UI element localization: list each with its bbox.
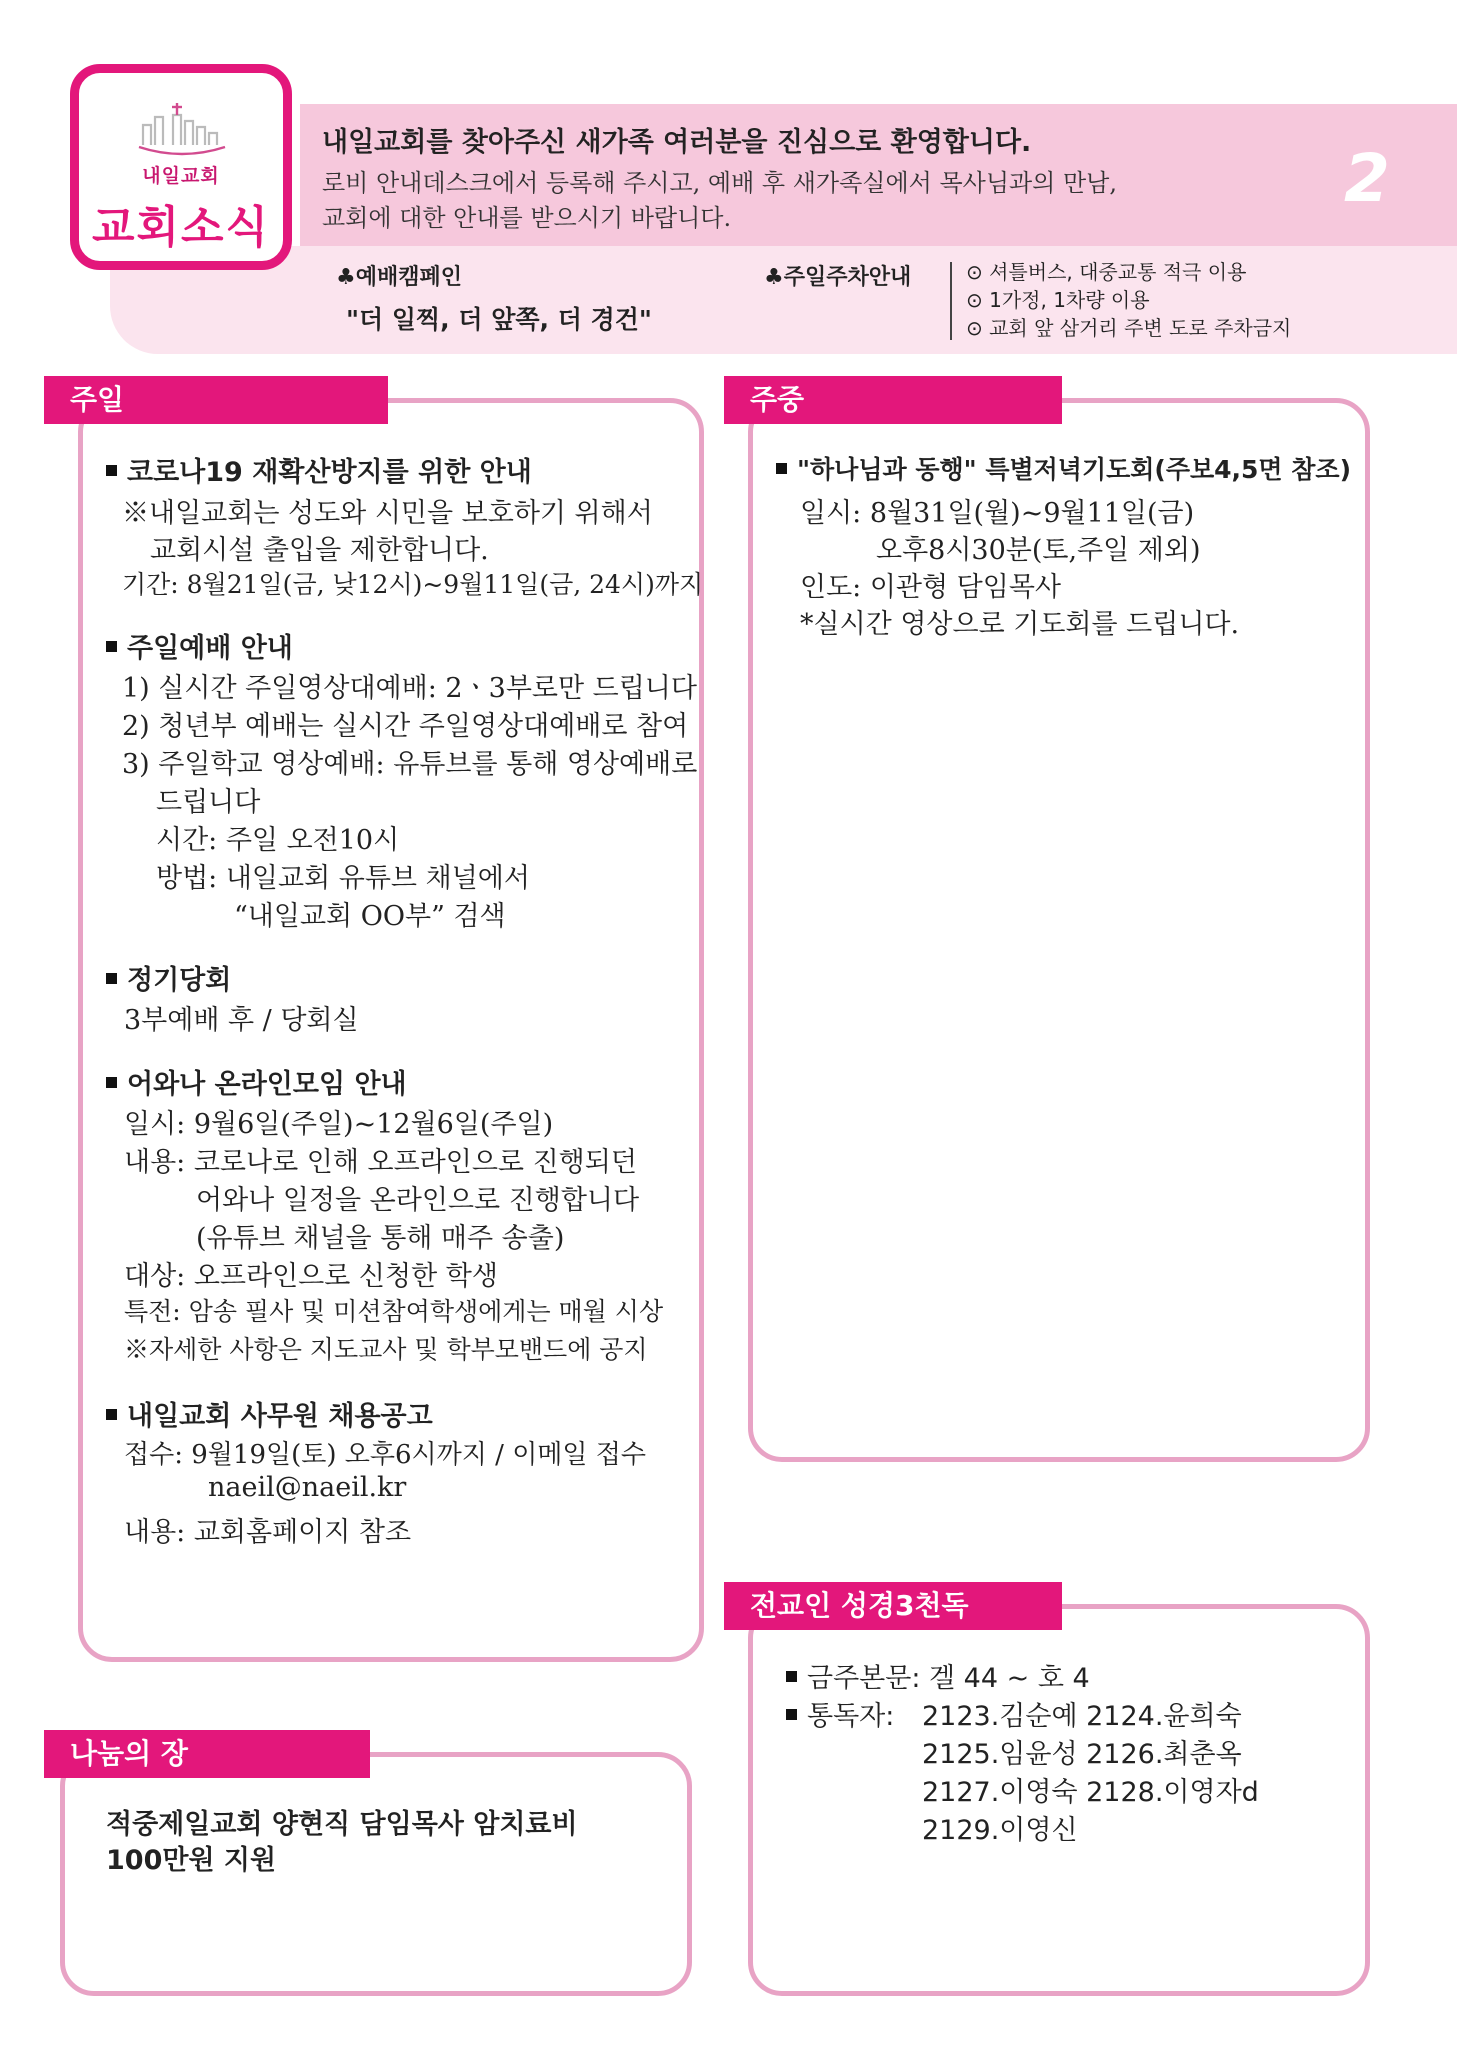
text-line: 오후8시30분(토,주일 제외): [876, 535, 1201, 566]
text-line: 교회시설 출입을 제한합니다.: [150, 535, 489, 566]
divider: [950, 262, 952, 340]
bullet-icon: [106, 1409, 117, 1420]
text-line: 100만원 지원: [106, 1845, 277, 1876]
bullet-icon: [786, 1709, 797, 1720]
page-title: 교회소식: [91, 202, 270, 253]
page-number: 2: [1344, 140, 1390, 217]
text-line: *실시간 영상으로 기도회를 드립니다.: [800, 609, 1240, 640]
parking-item: ⊙ 1가정, 1차량 이용: [966, 288, 1150, 312]
text-line: 2) 청년부 예배는 실시간 주일영상대예배로 참여: [122, 711, 689, 742]
bible-passage: 금주본문: 겔 44 ~ 호 4: [786, 1656, 1090, 1695]
tab-sharing: 나눔의 장: [44, 1730, 370, 1778]
parking-label: ♣주일주차안내: [764, 265, 912, 290]
text-line: 드립니다: [156, 787, 261, 818]
email-text: naeil@naeil.kr: [208, 1472, 407, 1503]
text-line: 내용: 교회홈페이지 참조: [124, 1517, 412, 1548]
text-line: 1) 실시간 주일영상대예배: 2ㆍ3부로만 드립니다: [122, 673, 697, 704]
welcome-line: 로비 안내데스크에서 등록해 주시고, 예배 후 새가족실에서 목사님과의 만남,: [322, 169, 1117, 197]
text-line: ※내일교회는 성도와 시민을 보호하기 위해서: [122, 498, 653, 529]
text-line: 3) 주일학교 영상예배: 유튜브를 통해 영상예배로: [122, 749, 698, 780]
welcome-title: 내일교회를 찾아주신 새가족 여러분을 진심으로 환영합니다.: [322, 127, 1032, 158]
reader-line: 2123.김순예 2124.윤희숙: [922, 1701, 1242, 1732]
bullet-icon: [776, 463, 787, 474]
tab-weekday: 주중: [724, 376, 1062, 424]
text-line: 시간: 주일 오전10시: [156, 825, 400, 856]
church-logo-icon: [137, 101, 227, 157]
bullet-icon: [106, 1077, 117, 1088]
logo-church-name: 내일교회: [142, 165, 220, 187]
parking-list: [966, 258, 1291, 342]
text-line: 접수: 9월19일(토) 오후6시까지 / 이메일 접수: [124, 1440, 647, 1470]
text-line: 일시: 8월31일(월)~9월11일(금): [800, 498, 1195, 529]
campaign-label: ♣예배캠페인: [336, 265, 462, 290]
parking-item: ⊙ 교회 앞 삼거리 주변 도로 주차금지: [966, 316, 1292, 340]
text-line: 어와나 일정을 온라인으로 진행합니다: [196, 1185, 640, 1216]
readers-heading: 통독자:: [786, 1694, 894, 1733]
bullet-icon: [786, 1671, 797, 1682]
campaign-text: "더 일찍, 더 앞쪽, 더 경건": [346, 305, 652, 334]
text-line: 내용: 코로나로 인해 오프라인으로 진행되던: [124, 1147, 637, 1178]
section-heading: 주일예배 안내: [106, 626, 293, 665]
church-logo: [70, 64, 292, 270]
text-line: “내일교회 OO부” 검색: [234, 901, 506, 932]
text-line: 특전: 암송 필사 및 미션참여학생에게는 매월 시상: [124, 1297, 664, 1326]
tab-sunday: 주일: [44, 376, 388, 424]
text-line: 인도: 이관형 담임목사: [800, 572, 1061, 603]
text-line: 대상: 오프라인으로 신청한 학생: [124, 1261, 498, 1292]
bullet-icon: [106, 973, 117, 984]
section-heading: 어와나 온라인모임 안내: [106, 1062, 407, 1101]
text-line: 3부예배 후 / 당회실: [124, 1005, 359, 1036]
section-heading: 정기당회: [106, 958, 231, 997]
reader-line: 2125.임윤성 2126.최춘옥: [922, 1739, 1242, 1770]
parking-item: ⊙ 셔틀버스, 대중교통 적극 이용: [966, 260, 1247, 284]
section-heading: 코로나19 재확산방지를 위한 안내: [106, 450, 532, 489]
reader-line: 2127.이영숙 2128.이영자d: [922, 1777, 1259, 1808]
section-heading: "하나님과 동행" 특별저녁기도회(주보4,5면 참조): [776, 450, 1351, 486]
text-line: 적중제일교회 양현직 담임목사 암치료비: [106, 1809, 578, 1840]
bullet-icon: [106, 641, 117, 652]
bullet-icon: [106, 465, 117, 476]
text-line: 기간: 8월21일(금, 낮12시)~9월11일(금, 24시)까지: [122, 570, 704, 599]
text-line: ※자세한 사항은 지도교사 및 학부모밴드에 공지: [124, 1335, 648, 1364]
text-line: 일시: 9월6일(주일)~12월6일(주일): [124, 1109, 554, 1140]
welcome-line: 교회에 대한 안내를 받으시기 바랍니다.: [322, 204, 732, 232]
text-line: 방법: 내일교회 유튜브 채널에서: [156, 863, 530, 894]
section-heading: 내일교회 사무원 채용공고: [106, 1394, 433, 1433]
tab-bible-reading: 전교인 성경3천독: [724, 1582, 1062, 1630]
reader-line: 2129.이영신: [922, 1815, 1078, 1846]
text-line: (유튜브 채널을 통해 매주 송출): [196, 1223, 565, 1254]
